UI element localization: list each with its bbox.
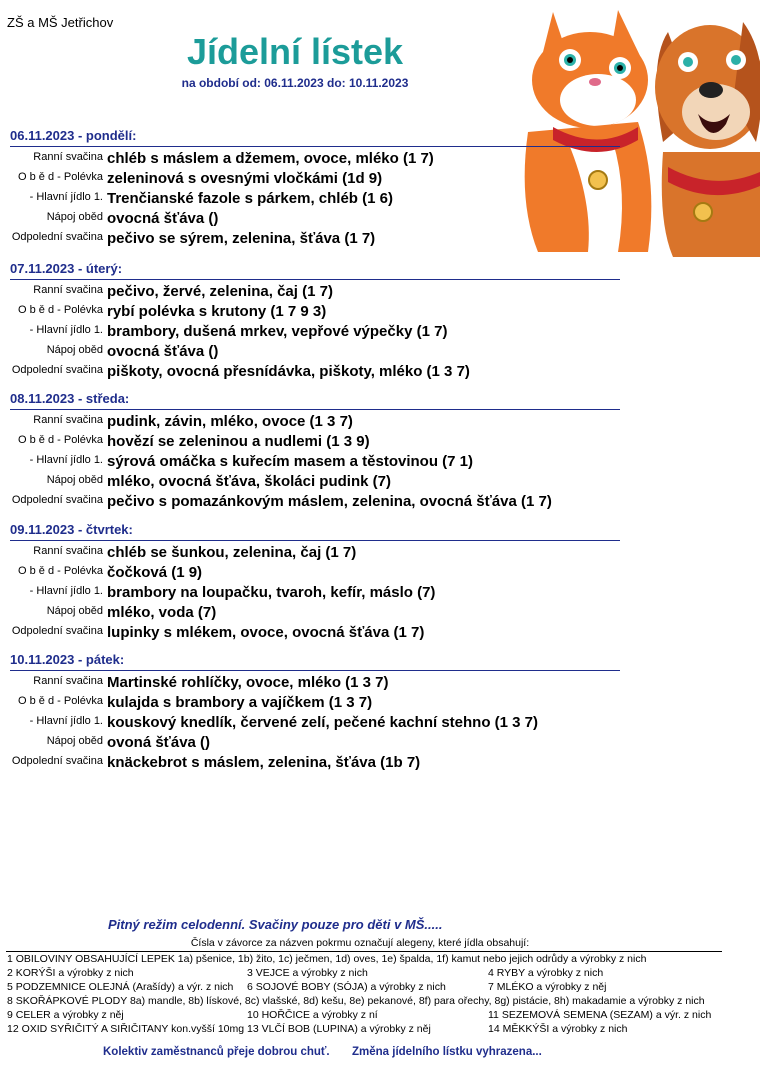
allergen-1: 1 OBILOVINY OBSAHUJÍCÍ LEPEK 1a) pšenice, 1b) žito, 1c) ječmen, 1d) oves, 1e) špalda, 1f) kamut nebo jejich odrůdy a výrobky z nich xyxy=(7,953,647,965)
day-block xyxy=(0,128,620,249)
meal-row xyxy=(0,432,620,452)
meal-row xyxy=(0,169,620,189)
meal-type-label: Odpolední svačina xyxy=(11,755,103,767)
meal-row xyxy=(0,603,620,623)
meal-name: čočková (1 9) xyxy=(107,564,203,581)
period-range: na období od: 06.11.2023 do: 10.11.2023 xyxy=(181,76,409,90)
allergen-13: 13 VLČÍ BOB (LUPINA) a výrobky z něj xyxy=(247,1023,431,1035)
meal-name: ovocná šťáva () xyxy=(107,210,219,227)
meal-type-label: Nápoj oběd xyxy=(46,344,103,356)
meal-type-label: O b ě d - Polévka xyxy=(18,171,103,183)
school-name: ZŠ a MŠ Jetřichov xyxy=(7,15,114,30)
day-block xyxy=(0,652,620,773)
meal-name: ovocná šťáva () xyxy=(107,343,219,360)
meal-row xyxy=(0,452,620,472)
meal-type-label: Odpolední svačina xyxy=(11,494,103,506)
day-heading: 06.11.2023 - pondělí: xyxy=(10,128,620,147)
allergen-divider xyxy=(6,951,722,952)
day-heading: 07.11.2023 - úterý: xyxy=(10,261,620,280)
meal-name: sýrová omáčka s kuřecím masem a těstovinou (7 1) xyxy=(107,453,474,470)
allergen-2: 2 KORÝŠI a výrobky z nich xyxy=(7,967,134,979)
meal-name: mléko, voda (7) xyxy=(107,604,217,621)
footer-disclaimer: Změna jídelního lístku vyhrazena... xyxy=(352,1046,542,1058)
meal-row xyxy=(0,492,620,512)
day-block xyxy=(0,522,620,643)
day-block xyxy=(0,261,620,382)
meal-type-label: - Hlavní jídlo 1. xyxy=(29,715,103,727)
meal-row xyxy=(0,673,620,693)
meal-type-label: Nápoj oběd xyxy=(46,735,103,747)
meal-name: pudink, závin, mléko, ovoce (1 3 7) xyxy=(107,413,353,430)
meal-row xyxy=(0,362,620,382)
meal-type-label: O b ě d - Polévka xyxy=(18,434,103,446)
meal-type-label: O b ě d - Polévka xyxy=(18,695,103,707)
meal-row xyxy=(0,229,620,249)
meal-name: hovězí se zeleninou a nudlemi (1 3 9) xyxy=(107,433,370,450)
meal-type-label: Odpolední svačina xyxy=(11,625,103,637)
day-block xyxy=(0,391,620,512)
meal-row xyxy=(0,472,620,492)
meal-name: brambory na loupačku, tvaroh, kefír, máslo (7) xyxy=(107,584,436,601)
meal-row xyxy=(0,563,620,583)
meal-type-label: Odpolední svačina xyxy=(11,364,103,376)
meal-name: kulajda s brambory a vajíčkem (1 3 7) xyxy=(107,694,373,711)
meal-name: brambory, dušená mrkev, vepřové výpečky (1 7) xyxy=(107,323,448,340)
meal-name: piškoty, ovocná přesnídávka, piškoty, mléko (1 3 7) xyxy=(107,363,470,380)
allergen-12: 12 OXID SYŘIČITÝ A SIŘIČITANY kon.vyšší 10mg xyxy=(7,1023,245,1035)
meal-row xyxy=(0,302,620,322)
meal-row xyxy=(0,713,620,733)
meal-name: Trenčianské fazole s párkem, chléb (1 6) xyxy=(107,190,393,207)
meal-type-label: - Hlavní jídlo 1. xyxy=(29,324,103,336)
meal-row xyxy=(0,189,620,209)
footer-greeting: Kolektiv zaměstnanců přeje dobrou chuť. xyxy=(103,1046,330,1058)
meal-name: pečivo, žervé, zelenina, čaj (1 7) xyxy=(107,283,333,300)
meal-type-label: Nápoj oběd xyxy=(46,211,103,223)
meal-name: Martinské rohlíčky, ovoce, mléko (1 3 7) xyxy=(107,674,389,691)
meal-row xyxy=(0,753,620,773)
meal-row xyxy=(0,583,620,603)
meal-type-label: Nápoj oběd xyxy=(46,605,103,617)
meal-type-label: Ranní svačina xyxy=(33,675,103,687)
meal-name: pečivo se sýrem, zelenina, šťáva (1 7) xyxy=(107,230,376,247)
day-heading: 09.11.2023 - čtvrtek: xyxy=(10,522,620,541)
meal-type-label: O b ě d - Polévka xyxy=(18,565,103,577)
meal-row xyxy=(0,342,620,362)
page-title: Jídelní lístek xyxy=(186,31,404,72)
meal-name: pečivo s pomazánkovým máslem, zelenina, ovocná šťáva (1 7) xyxy=(107,493,552,510)
allergen-4: 4 RYBY a výrobky z nich xyxy=(488,967,604,979)
meal-row xyxy=(0,149,620,169)
meal-row xyxy=(0,733,620,753)
meal-name: ovoná šťáva () xyxy=(107,734,211,751)
meal-name: lupinky s mlékem, ovoce, ovocná šťáva (1 7) xyxy=(107,624,425,641)
meal-type-label: Ranní svačina xyxy=(33,151,103,163)
meal-type-label: - Hlavní jídlo 1. xyxy=(29,454,103,466)
meal-type-label: - Hlavní jídlo 1. xyxy=(29,191,103,203)
meal-row xyxy=(0,623,620,643)
day-heading: 08.11.2023 - středa: xyxy=(10,391,620,410)
day-heading: 10.11.2023 - pátek: xyxy=(10,652,620,671)
meal-type-label: Nápoj oběd xyxy=(46,474,103,486)
meal-type-label: Ranní svačina xyxy=(33,414,103,426)
allergen-9: 9 CELER a výrobky z něj xyxy=(7,1009,124,1021)
meal-name: kouskový knedlík, červené zelí, pečené kachní stehno (1 3 7) xyxy=(107,714,539,731)
allergen-3: 3 VEJCE a výrobky z nich xyxy=(247,967,368,979)
meal-row xyxy=(0,282,620,302)
meal-row xyxy=(0,209,620,229)
allergen-10: 10 HOŘČICE a výrobky z ní xyxy=(247,1009,378,1021)
allergen-intro: Čísla v závorce za názven pokrmu označují alegeny, které jídla obsahují: xyxy=(190,937,530,949)
meal-name: knäckebrot s máslem, zelenina, šťáva (1b 7) xyxy=(107,754,421,771)
meal-type-label: O b ě d - Polévka xyxy=(18,304,103,316)
meal-name: chléb se šunkou, zelenina, čaj (1 7) xyxy=(107,544,357,561)
allergen-6: 6 SOJOVÉ BOBY (SÓJA) a výrobky z nich xyxy=(247,981,446,993)
meal-type-label: - Hlavní jídlo 1. xyxy=(29,585,103,597)
allergen-8: 8 SKOŘÁPKOVÉ PLODY 8a) mandle, 8b) lískové, 8c) vlašské, 8d) kešu, 8e) pekanové, 8f) para ořechy, 8g) pistácie, 8h) makadamie a výrobky z nich xyxy=(7,995,705,1007)
meal-name: zeleninová s ovesnými vločkámi (1d 9) xyxy=(107,170,383,187)
allergen-11: 11 SEZEMOVÁ SEMENA (SEZAM) a výr. z nich xyxy=(488,1009,712,1021)
meal-row xyxy=(0,693,620,713)
allergen-7: 7 MLÉKO a výrobky z něj xyxy=(488,981,607,993)
drinking-note: Pitný režim celodenní. Svačiny pouze pro děti v MŠ..... xyxy=(108,917,443,932)
meal-type-label: Ranní svačina xyxy=(33,545,103,557)
meal-row xyxy=(0,412,620,432)
meal-name: chléb s máslem a džemem, ovoce, mléko (1 7) xyxy=(107,150,434,167)
meal-type-label: Odpolední svačina xyxy=(11,231,103,243)
meal-row xyxy=(0,322,620,342)
meal-name: mléko, ovocná šťáva, školáci pudink (7) xyxy=(107,473,391,490)
meal-name: rybí polévka s krutony (1 7 9 3) xyxy=(107,303,327,320)
meal-type-label: Ranní svačina xyxy=(33,284,103,296)
meal-row xyxy=(0,543,620,563)
allergen-14: 14 MĚKKÝŠI a výrobky z nich xyxy=(488,1023,628,1035)
allergen-5: 5 PODZEMNICE OLEJNÁ (Arašídy) a výr. z nich xyxy=(7,981,234,993)
